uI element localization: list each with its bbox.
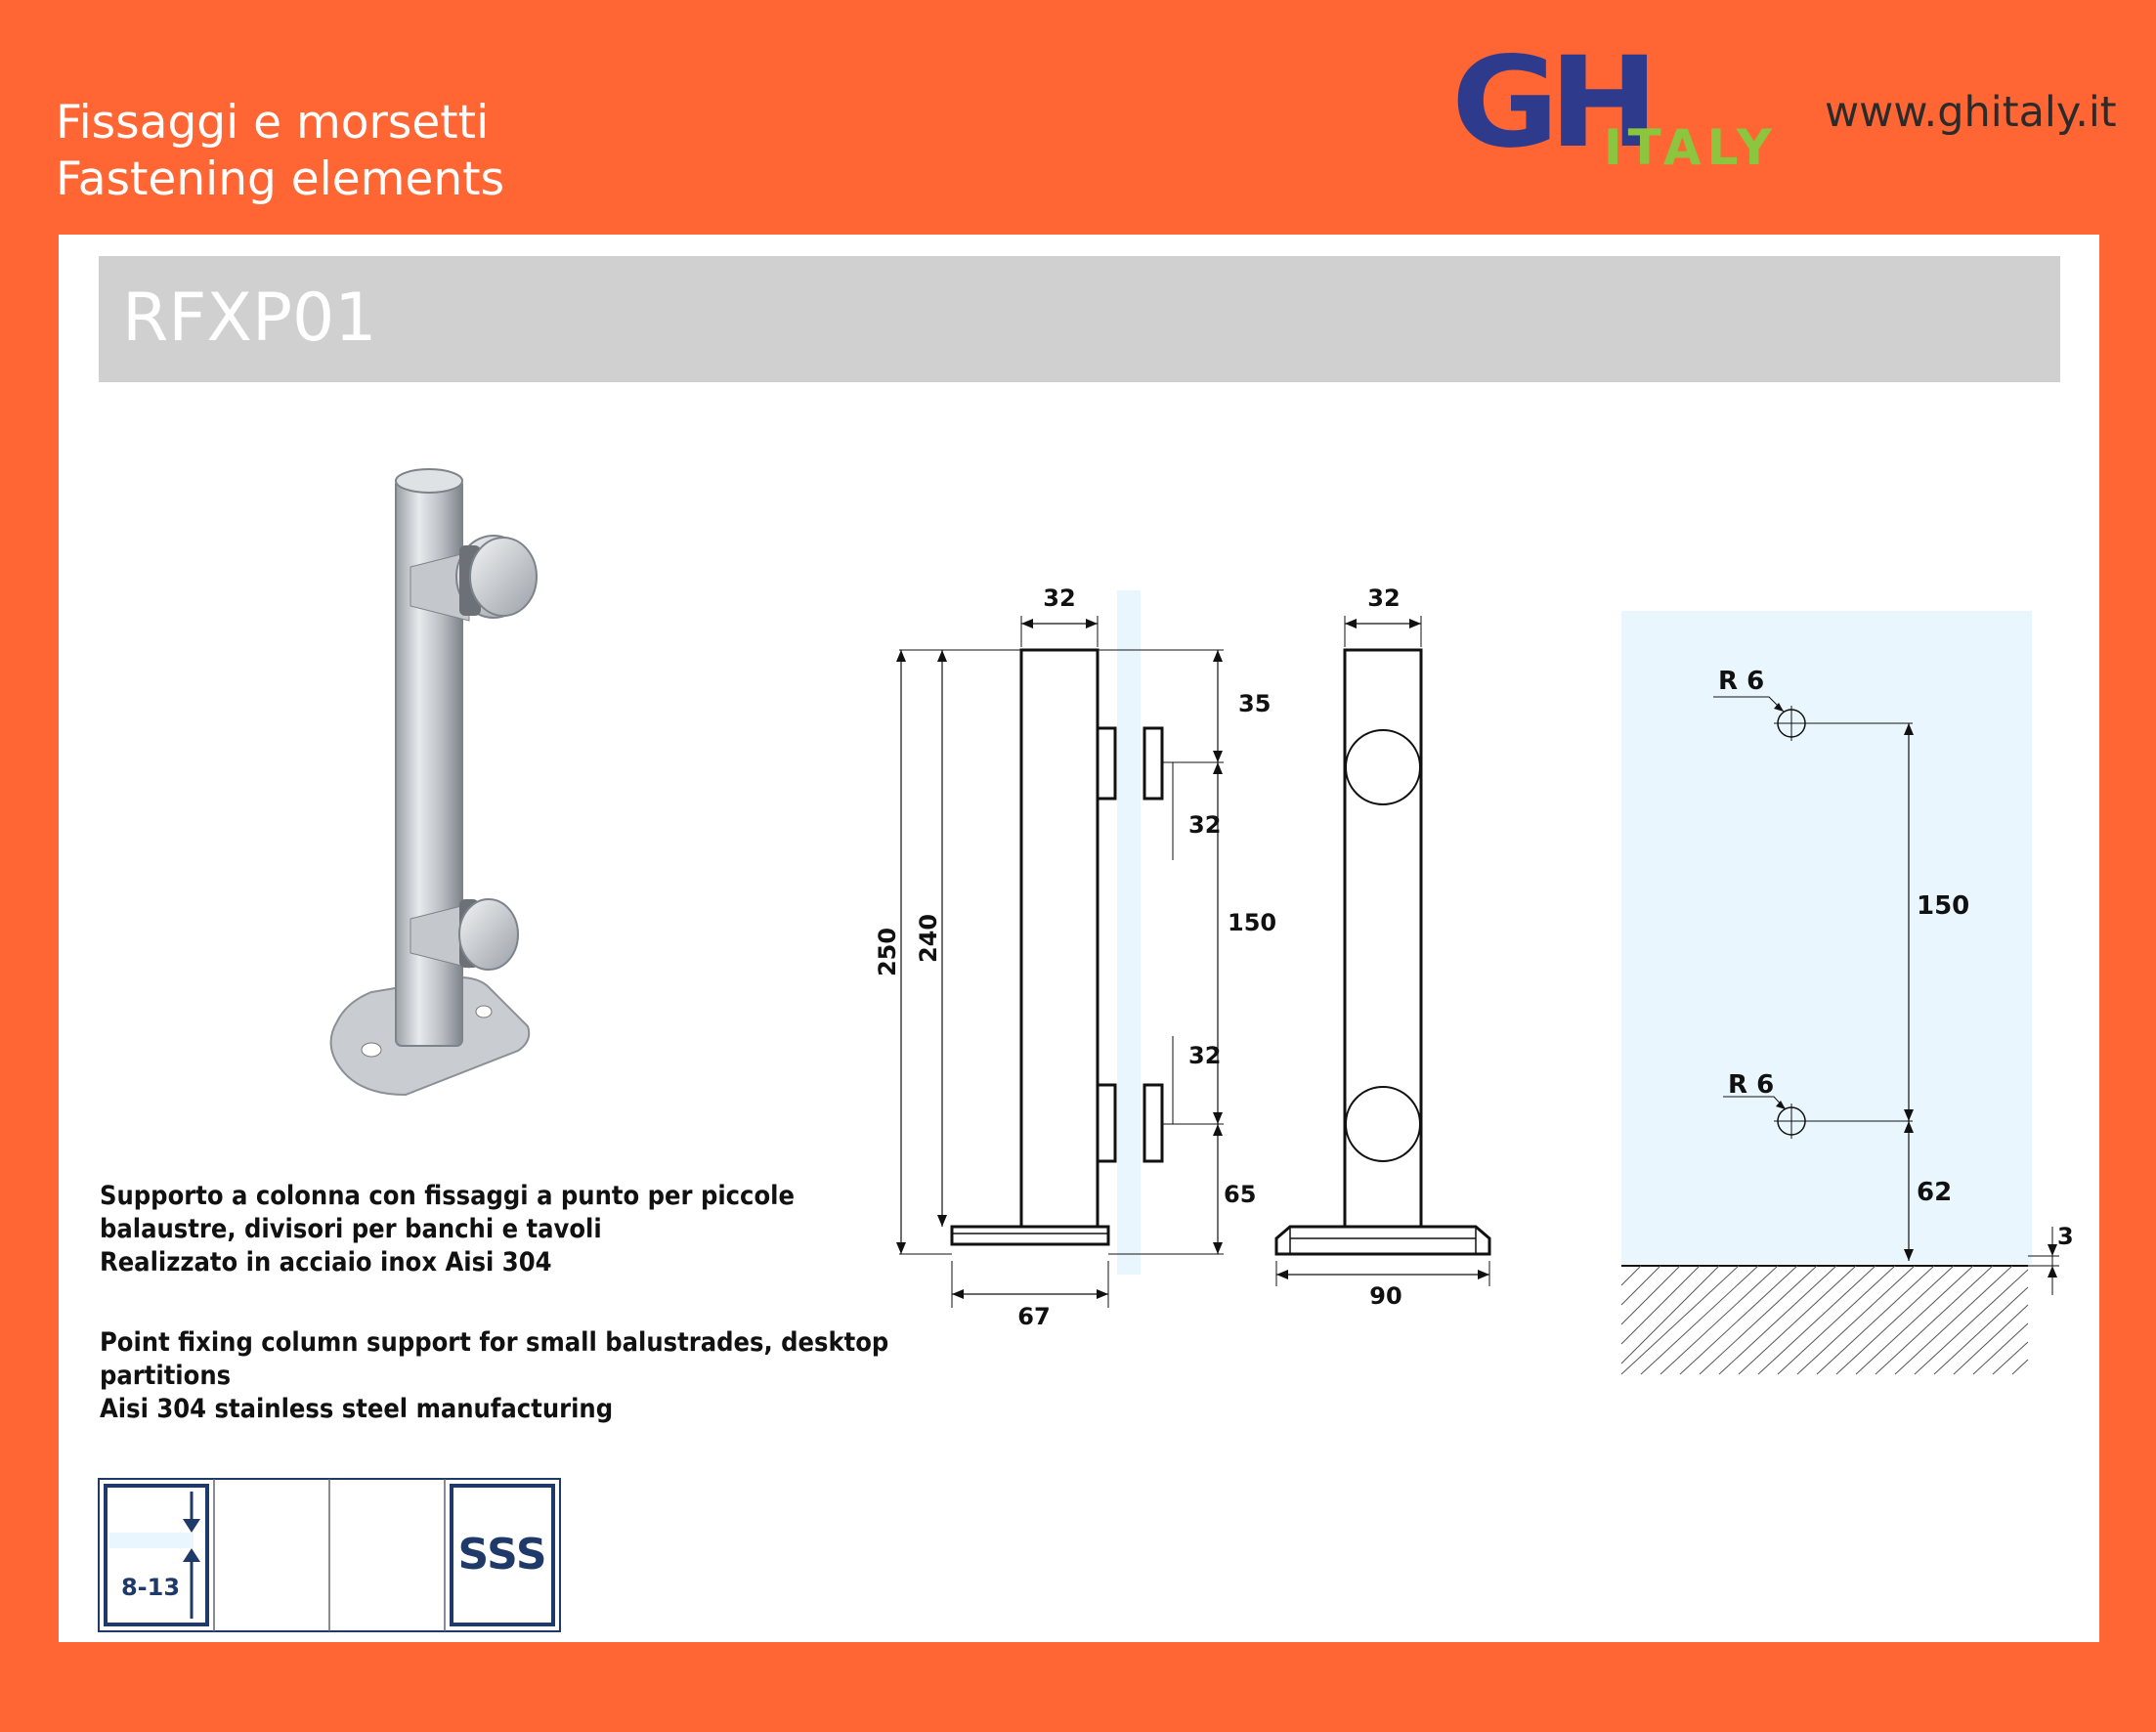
glass-thickness-icon — [106, 1486, 207, 1624]
hole-top-label: R 6 — [1718, 667, 1765, 696]
dim-clamp-top: 32 — [1188, 811, 1222, 839]
website-link[interactable]: www.ghitaly.it — [1825, 88, 2117, 137]
front-view-drawing — [1271, 577, 1505, 1320]
dim-top-offset: 35 — [1238, 690, 1272, 717]
description-en-line: Point fixing column support for small balustrades, desktop — [100, 1327, 889, 1358]
description-it-line: Supporto a colonna con fissaggi a punto per piccole — [100, 1181, 795, 1211]
description-en-line: Aisi 304 stainless steel manufacturing — [100, 1394, 614, 1424]
dim-floor-gap: 3 — [2057, 1223, 2074, 1250]
logo-sub-text: ITALY — [1604, 119, 1778, 176]
description-it — [100, 1180, 795, 1279]
description-en-line: partitions — [100, 1361, 232, 1391]
material-label: SSS — [457, 1530, 547, 1580]
dim-bottom-offset: 65 — [1224, 1181, 1257, 1208]
glass-thickness-label: 8-13 — [120, 1574, 181, 1601]
dim-front-base: 90 — [1369, 1282, 1402, 1310]
side-view-drawing — [860, 577, 1277, 1349]
dim-clamp-bottom: 32 — [1188, 1042, 1222, 1069]
product-code-bar — [99, 256, 2060, 382]
logo-main-text: GH — [1451, 30, 1649, 176]
dim-between: 150 — [1228, 909, 1277, 936]
feature-icons — [98, 1478, 563, 1634]
dim-side-width: 32 — [1043, 585, 1076, 612]
dim-base-width: 67 — [1017, 1303, 1051, 1330]
dim-glass-bottom: 62 — [1917, 1178, 1953, 1207]
dim-total-height: 250 — [874, 927, 901, 977]
description-it-line: Realizzato in acciaio inox Aisi 304 — [100, 1247, 552, 1277]
product-image — [313, 459, 567, 1114]
brand-logo — [1451, 30, 1803, 178]
description-en — [100, 1326, 888, 1426]
dim-hole-spacing: 150 — [1917, 891, 1970, 921]
glass-drilling-drawing — [1617, 611, 2087, 1383]
product-code: RFXP01 — [122, 280, 377, 357]
category-title-en: Fastening elements — [56, 152, 505, 206]
dim-inner-height: 240 — [915, 913, 942, 964]
hole-bottom-label: R 6 — [1728, 1070, 1775, 1100]
dim-front-width: 32 — [1367, 585, 1401, 612]
description-it-line: balaustre, divisori per banchi e tavoli — [100, 1214, 602, 1244]
category-title-it: Fissaggi e morsetti — [56, 96, 490, 150]
stainless-steel-icon — [452, 1486, 553, 1624]
